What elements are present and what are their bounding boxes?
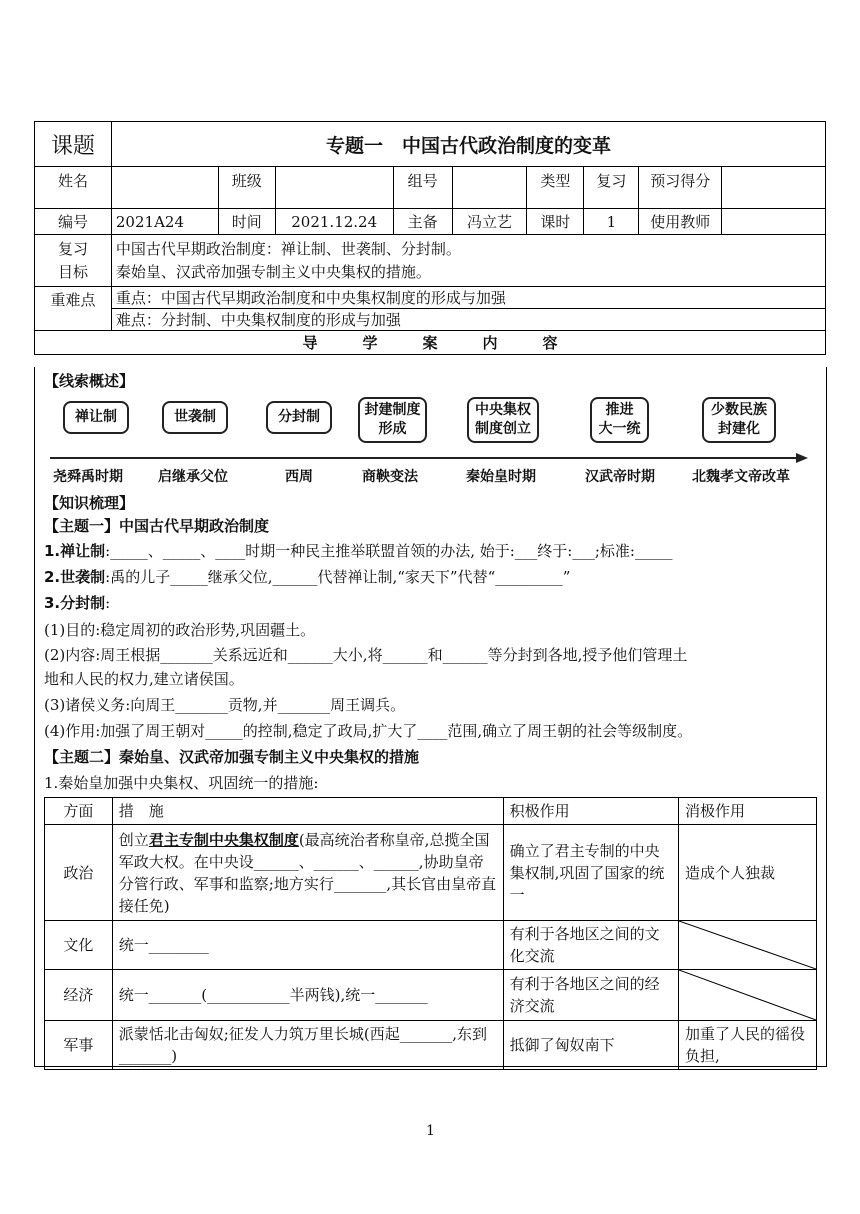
col-header-negative: 消极作用 [678,798,816,825]
measure-culture: 统一________ [112,921,503,970]
page-number: 1 [426,1123,435,1139]
theme1-title: 【主题一】中国古代早期政治制度 [44,517,270,535]
key-label: 重难点 [35,287,112,331]
code-value: 2021A24 [111,209,218,235]
goal-label: 复习 目标 [35,235,112,287]
shanrang-line: 1.禅让制:_____、_____、____时期一种民主推举联盟首领的办法, 始于:___终于:___;标准:_____ [44,542,673,560]
timeline-era: 启继承父位 [158,469,228,485]
qin-measures-intro: 1.秦始皇加强中央集权、巩固统一的措施: [44,774,319,792]
timeline-era: 汉武帝时期 [585,469,655,485]
timeline-box-minority-feudal: 少数民族 封建化 [702,397,776,443]
author-value: 冯立艺 [452,209,527,235]
time-label: 时间 [218,209,275,235]
col-header-measure: 措 施 [112,798,503,825]
key-point: 重点：中国古代早期政治制度和中央集权制度的形成与加强 [111,287,825,309]
goal-line: 中国古代早期政治制度：禅让制、世袭制、分封制。 [115,239,461,258]
type-label: 类型 [527,167,584,209]
class-label: 班级 [218,167,275,209]
fenfeng-purpose: (1)目的:稳定周初的政治形势,巩固疆土。 [44,621,316,639]
timeline-box-unification: 推进 大一统 [590,397,649,443]
aspect-military: 军事 [45,1021,113,1070]
positive-culture: 有利于各地区之间的文化交流 [503,921,678,970]
timeline-box-shanrang: 禅让制 [63,401,129,434]
negative-politics: 造成个人独裁 [678,825,816,921]
diagonal-slash [679,970,816,1020]
period-label: 课时 [527,209,584,235]
fenfeng-effect: (4)作用:加强了周王朝对_____的控制,稳定了政局,扩大了____范围,确立了周王朝的社会等级制度。 [44,722,693,740]
timeline-era: 尧舜禹时期 [53,469,123,485]
positive-military: 抵御了匈奴南下 [503,1021,678,1070]
negative-culture-empty [678,921,816,970]
teacher-label: 使用教师 [639,209,722,235]
fenfeng-content-cont: 地和人民的权力,建立诸侯国。 [44,670,244,688]
author-label: 主备 [393,209,452,235]
aspect-politics: 政治 [45,825,113,921]
negative-military: 加重了人民的徭役负担, [678,1021,816,1070]
code-label: 编号 [35,209,112,235]
col-header-aspect: 方面 [45,798,113,825]
aspect-culture: 文化 [45,921,113,970]
goal-line: 秦始皇、汉武帝加强专制主义中央集权的措施。 [115,262,431,281]
timeline-era: 秦始皇时期 [466,469,536,485]
fenfeng-content: (2)内容:周王根据_______关系远近和______大小,将______和______等分封到各地,授予他们管理土 [44,646,688,664]
period-value: 1 [584,209,639,235]
measure-politics: 创立君主专制中央集权制度(最高统治者称皇帝,总揽全国军政大权。在中央设______、______、______,协助皇帝分管行政、军事和监察;地方实行_______,其长官由皇帝直接任免) [112,825,503,921]
knowledge-title: 【知识梳理】 [44,494,135,512]
guide-title: 导 学 案 内 容 [35,331,826,355]
aspect-economy: 经济 [45,970,113,1021]
timeline-box-shixi: 世袭制 [162,401,228,434]
timeline-box-fenfeng: 分封制 [266,401,332,434]
difficult-point: 难点：分封制、中央集权制度的形成与加强 [111,309,825,331]
preview-score-label: 预习得分 [639,167,722,209]
timeline-box-centralization: 中央集权 制度创立 [467,397,539,443]
type-value: 复习 [584,167,639,209]
fenfeng-line: 3.分封制: [44,594,111,612]
measure-military: 派蒙恬北击匈奴;征发人力筑万里长城(西起_______,东到_______) [112,1021,503,1070]
topic-label: 课题 [35,122,112,167]
timeline-era: 北魏孝文帝改革 [692,469,790,485]
positive-economy: 有利于各地区之间的经济交流 [503,970,678,1021]
fenfeng-duty: (3)诸侯义务:向周王_______贡物,并_______周王调兵。 [44,696,406,714]
name-label: 姓名 [35,167,112,209]
shixi-line: 2.世袭制:禹的儿子_____继承父位,______代替禅让制,“家天下”代替“_________” [44,568,571,586]
timeline-box-feudal-formation: 封建制度 形成 [358,397,427,443]
timeline-era: 西周 [285,469,313,485]
timeline-section-title: 【线索概述】 [44,372,135,390]
measures-table [44,797,817,1070]
topic-title: 专题一 中国古代政治制度的变革 [111,122,825,167]
diagonal-slash [679,921,816,969]
positive-politics: 确立了君主专制的中央集权制,巩固了国家的统一 [503,825,678,921]
negative-economy-empty [678,970,816,1021]
group-label: 组号 [393,167,452,209]
theme2-title: 【主题二】秦始皇、汉武帝加强专制主义中央集权的措施 [44,748,420,766]
measure-economy: 统一_______(___________半两钱),统一_______ [112,970,503,1021]
col-header-positive: 积极作用 [503,798,678,825]
time-value: 2021.12.24 [275,209,393,235]
timeline-era: 商鞅变法 [362,469,418,485]
